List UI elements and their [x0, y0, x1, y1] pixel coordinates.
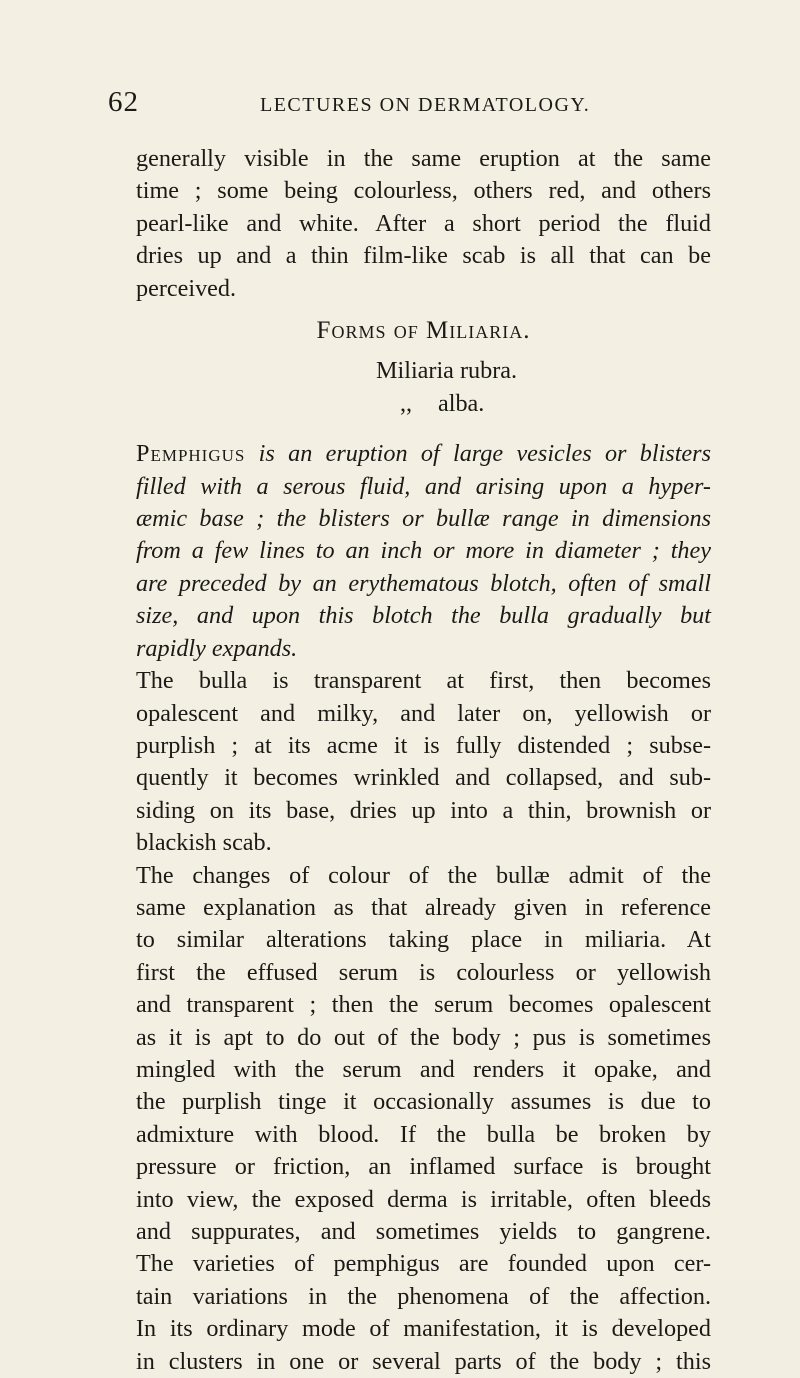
text-line: purplish ; at its acme it is fully distended ; subse-	[136, 731, 711, 759]
page-number: 62	[108, 86, 139, 118]
text-line: dries up and a thin film-like scab is all that can be	[136, 242, 711, 270]
miliaria-list	[136, 355, 711, 420]
text-line: pressure or friction, an inflamed surface is brought	[136, 1153, 711, 1181]
section-heading: Forms of Miliaria.	[316, 317, 531, 345]
text-line: first the effused serum is colourless or yellowish	[136, 958, 711, 986]
list-item-text: alba.	[438, 389, 485, 417]
text-line: The changes of colour of the bullæ admit of the	[136, 861, 711, 889]
text-line: æmic base ; the blisters or bullæ range in dimensions	[136, 505, 711, 533]
text-line: into view, the exposed derma is irritable, often bleeds	[136, 1185, 711, 1213]
text-line: mingled with the serum and renders it opake, and	[136, 1055, 711, 1083]
page-header	[108, 86, 728, 126]
text-line: pearl-like and white. After a short period the fluid	[136, 209, 711, 237]
text-line: and suppurates, and sometimes yields to gangrene.	[136, 1218, 711, 1245]
text-line: rapidly expands.	[136, 634, 298, 662]
text-line: perceived.	[136, 274, 237, 302]
text-line: the purplish tinge it occasionally assumes is due to	[136, 1088, 711, 1116]
text-line: The bulla is transparent at first, then becomes	[136, 667, 711, 695]
text-line: in clusters in one or several parts of the body ; this	[136, 1347, 711, 1375]
text-line: admixture with blood. If the bulla be broken by	[136, 1120, 711, 1148]
text-line: In its ordinary mode of manifestation, it is developed	[136, 1315, 711, 1343]
text-line: as it is apt to do out of the body ; pus is sometimes	[136, 1023, 711, 1051]
text-line: and transparent ; then the serum becomes opalescent	[136, 991, 711, 1019]
text-line: to similar alterations taking place in miliaria. At	[136, 926, 711, 954]
text-line: filled with a serous fluid, and arising upon a hyper-	[136, 472, 711, 500]
text-line: tain variations in the phenomena of the affection.	[136, 1282, 711, 1310]
text-line: siding on its base, dries up into a thin, brownish or	[136, 796, 711, 824]
text-line: quently it becomes wrinkled and collapsed, and sub-	[136, 764, 711, 792]
text-line: generally visible in the same eruption at the same	[136, 145, 711, 172]
list-item	[376, 388, 711, 420]
ditto-mark: ,,	[400, 389, 413, 417]
list-item: Miliaria rubra.	[376, 357, 518, 385]
text-line	[136, 438, 711, 470]
text-line: same explanation as that already given in reference	[136, 893, 711, 921]
text-line: opalescent and milky, and later on, yellowish or	[136, 699, 711, 727]
text-line: from a few lines to an inch or more in diameter ; they	[136, 537, 711, 565]
text-line: The varieties of pemphigus are founded upon cer-	[136, 1250, 711, 1278]
body-text	[136, 143, 711, 1378]
running-head: LECTURES ON DERMATOLOGY.	[260, 94, 591, 116]
text-line: are preceded by an erythematous blotch, often of small	[136, 569, 711, 597]
text-line: size, and upon this blotch the bulla gradually but	[136, 602, 711, 630]
term-pemphigus: Pemphigus	[136, 440, 246, 468]
text-line: time ; some being colourless, others red, and others	[136, 177, 711, 205]
text-line: blackish scab.	[136, 829, 272, 857]
definition-text: is an eruption of large vesicles or blisters	[245, 440, 711, 468]
